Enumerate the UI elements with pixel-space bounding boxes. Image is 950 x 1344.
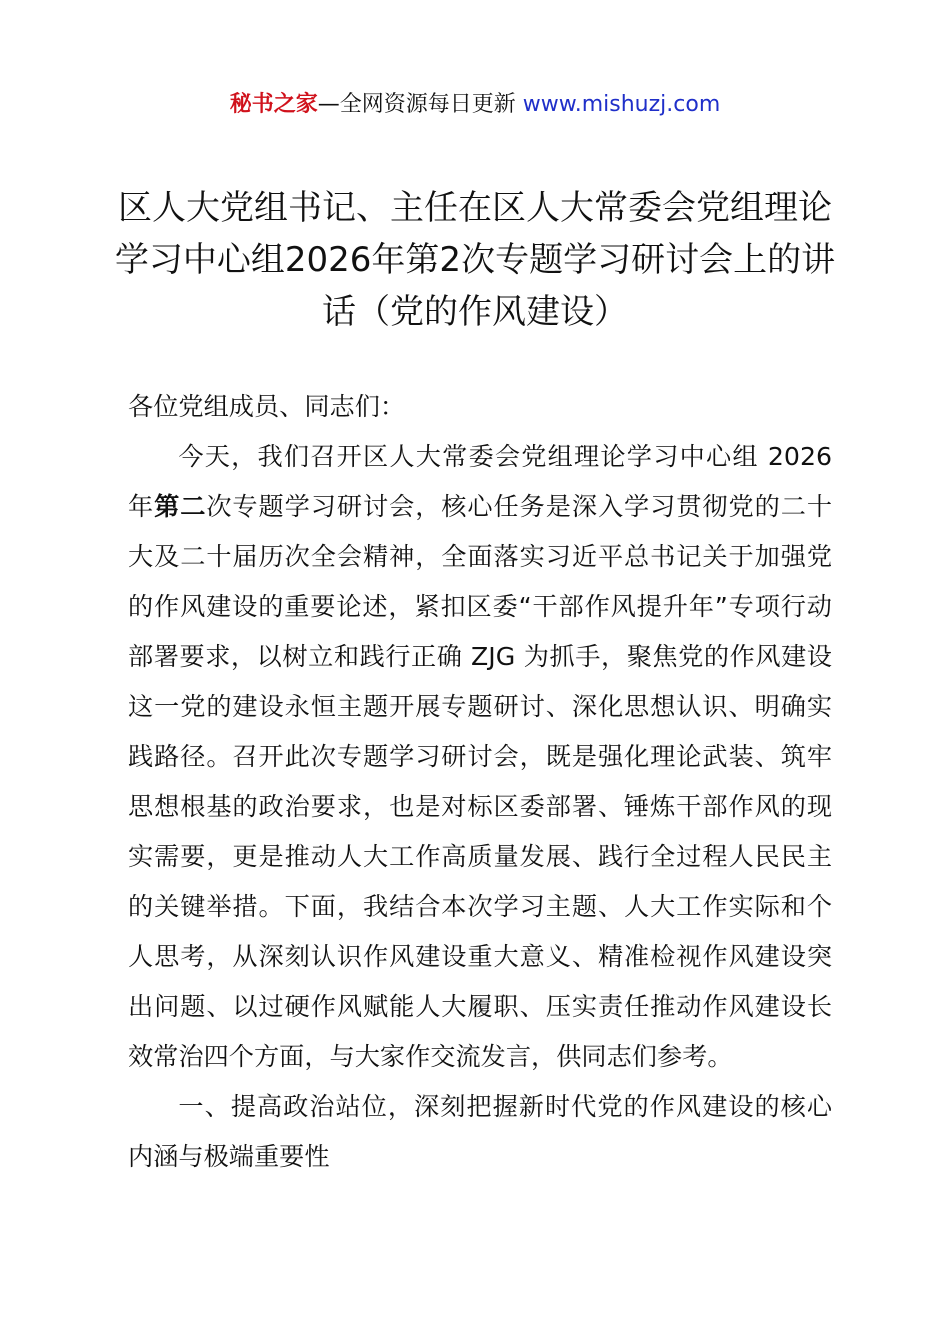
salutation: 各位党组成员、同志们： [128, 392, 406, 421]
brand-name: 秘书之家 [229, 92, 318, 117]
intro-bold-text: 第二 [154, 492, 207, 521]
site-header [0, 88, 950, 122]
site-url-link[interactable]: www.mishuzj.com [522, 92, 721, 117]
intro-paragraph [128, 432, 832, 1082]
section-heading-1: 一、提高政治站位，深刻把握新时代党的作风建设的核心内涵与极端重要性 [128, 1092, 832, 1171]
intro-text-part1: 今天，我们召开区人大常委会党组理论学习中心组 2026 年 [128, 442, 832, 521]
document-title: 区人大党组书记、主任在区人大常委会党组理论学习中心组2026年第2次专题学习研讨会上的讲话（党的作风建设） [114, 188, 836, 332]
intro-text-part2: 次专题学习研讨会，核心任务是深入学习贯彻党的二十大及二十届历次全会精神，全面落实习近平总书记关于加强党的作风建设的重要论述，紧扣区委“干部作风提升年”专项行动部署要求，以树立和践行正确 ZJG 为抓手，聚焦党的作风建设这一党的建设永恒主题开展专题研讨、深化思想认识、明确实践路径。召开此次专题学习研讨会，既是强化理论武装、筑牢思想根基的政治要求，也是对标区委部署、锤炼干部作风的现实需要，更是推动人大工作高质量发展、践行全过程人民民主的关键举措。下面，我结合本次学习主题、人大工作实际和个人思考，从深刻认识作风建设重大意义、精准检视作风建设突出问题、以过硬作风赋能人大履职、压实责任推动作风建设长效常治四个方面，与大家作交流发言，供同志们参考。 [128, 492, 833, 1071]
header-tagline: —全网资源每日更新 [317, 92, 523, 117]
document-body [128, 382, 832, 1182]
